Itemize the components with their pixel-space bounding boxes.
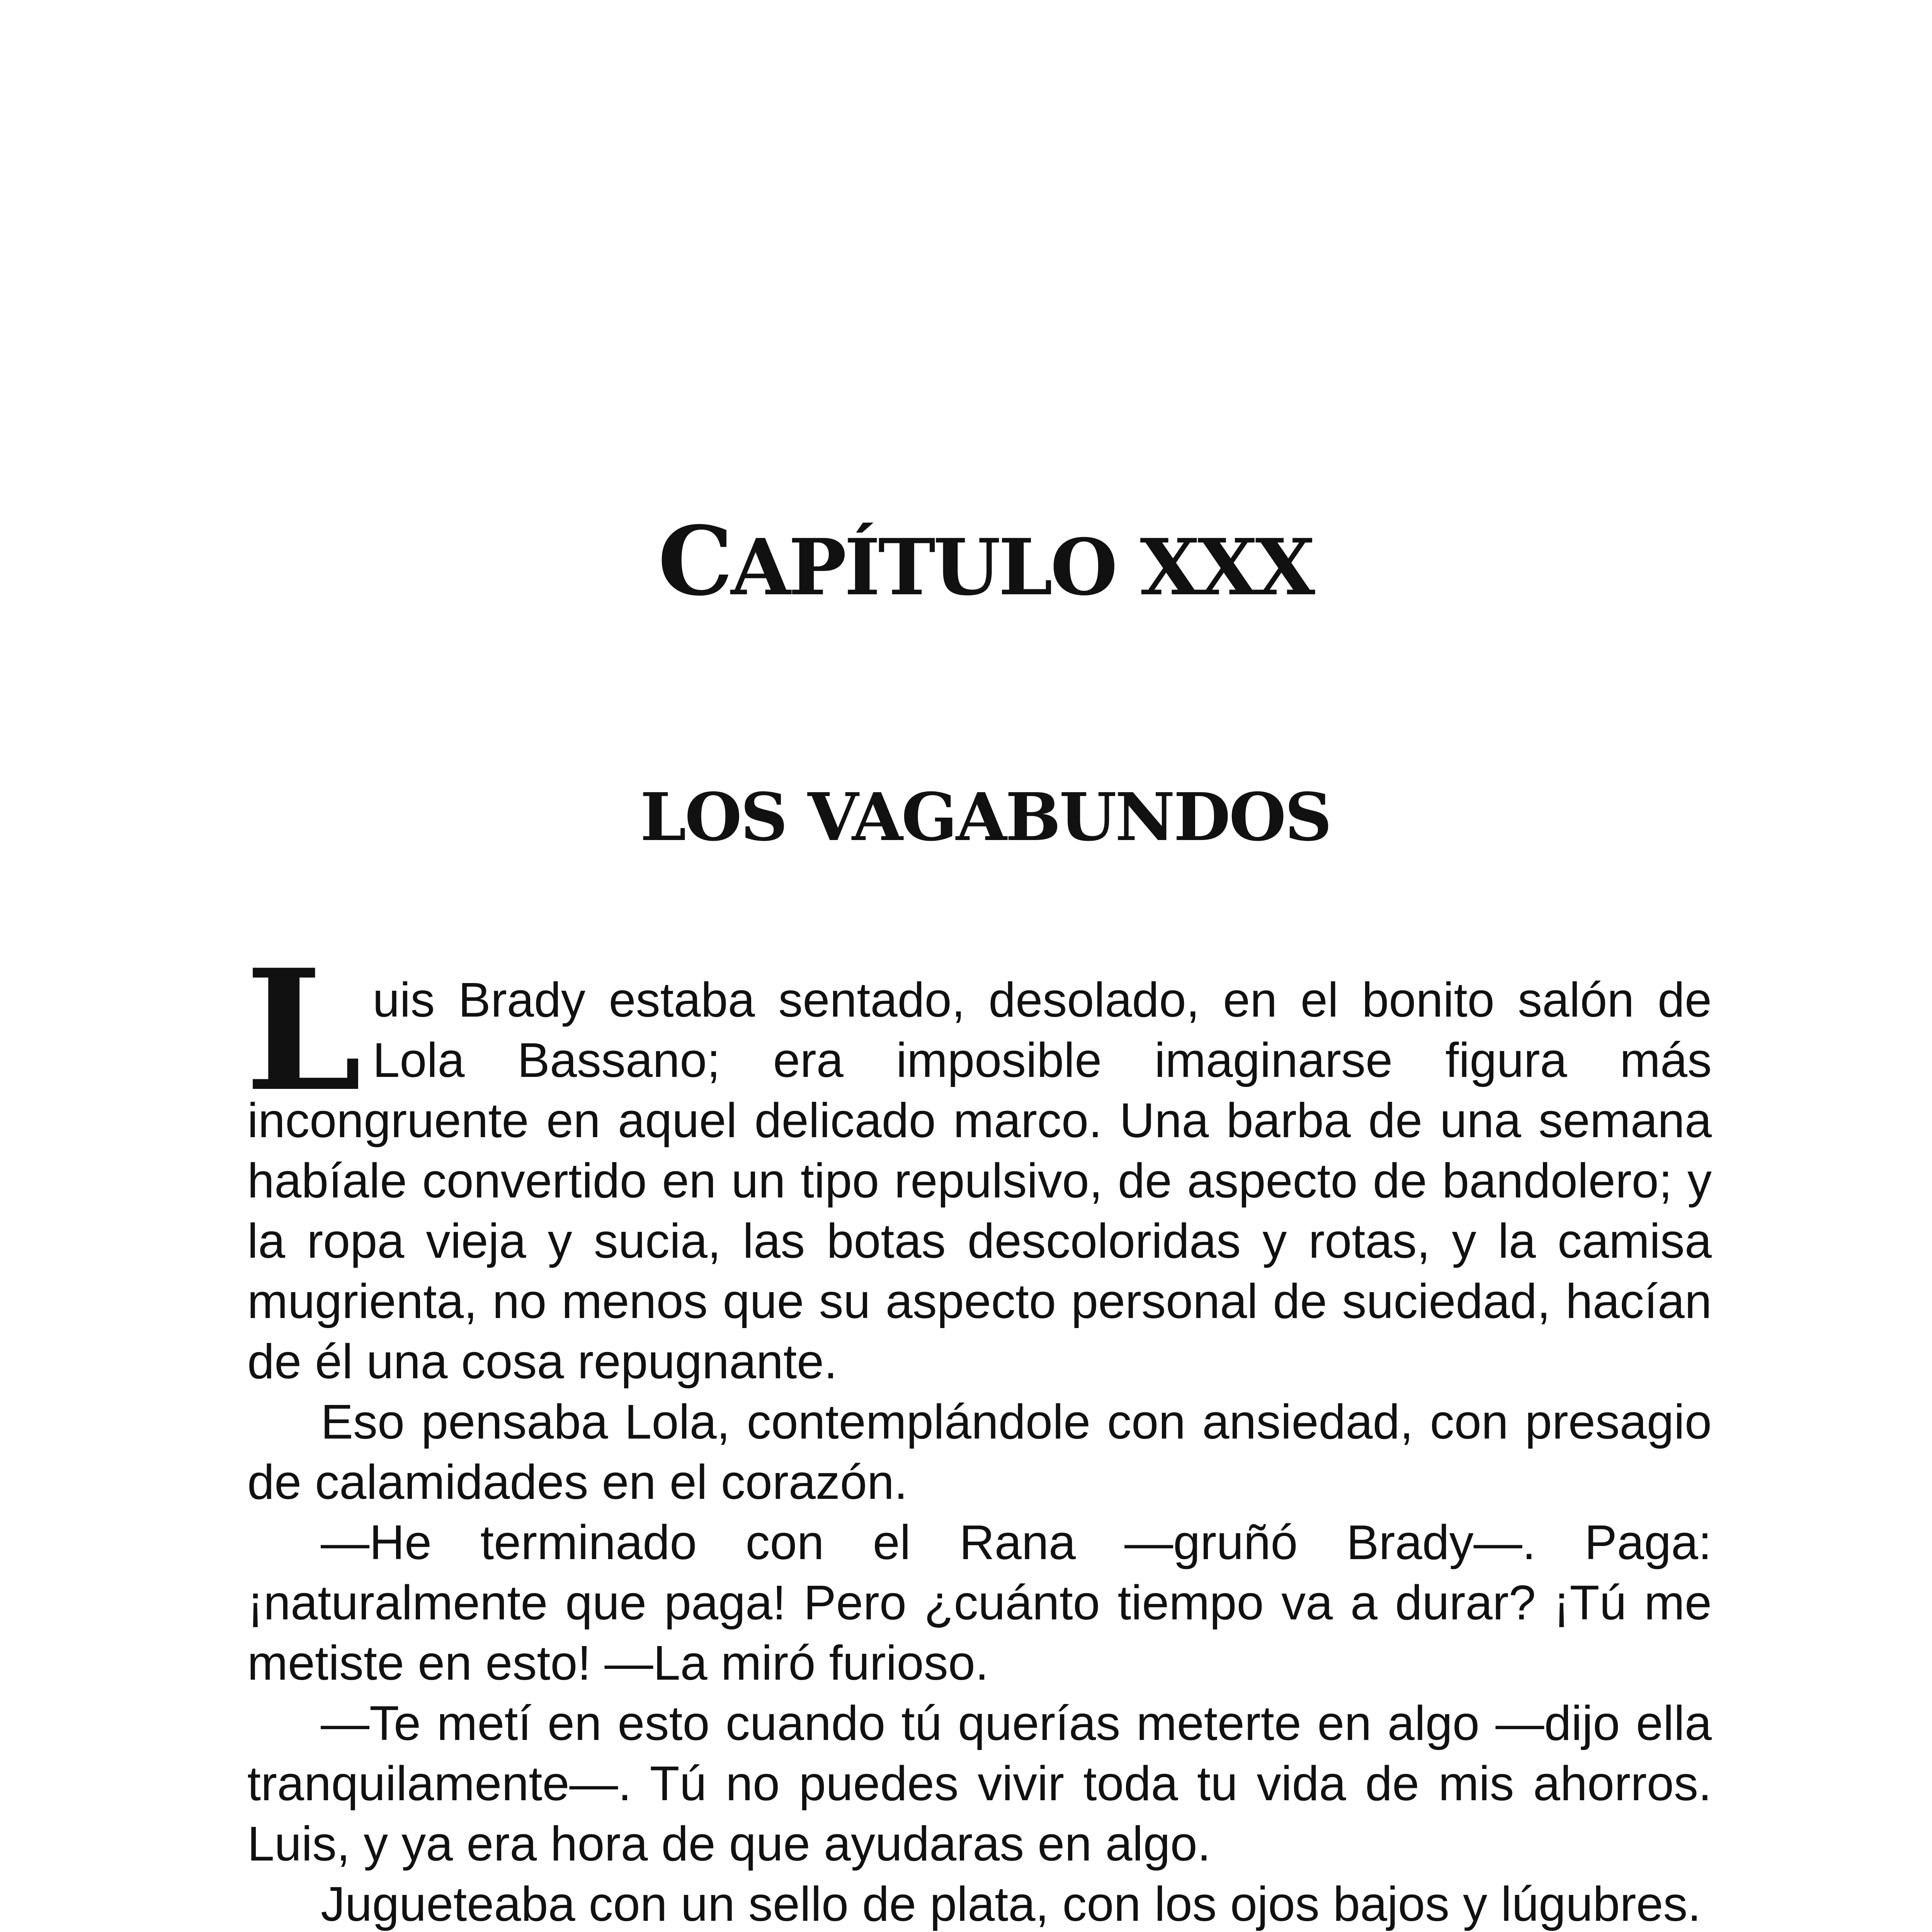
chapter-heading-rest: APÍTULO XXX [731, 522, 1313, 613]
body-text [245, 933, 1712, 1932]
chapter-heading-initial: C [658, 505, 731, 617]
drop-cap: L [245, 933, 362, 1128]
paragraph: Eso pensaba Lola, contemplándole con ansiedad, con presagio de calamidades en el corazón. [247, 1395, 1712, 1509]
paragraph: —Te metí en esto cuando tú querías meterte en algo —dijo ella tranquilamente—. Tú no puedes vivir toda tu vida de mis ahorros. Luis, y ya era hora de que ayudaras en algo. [247, 1696, 1712, 1871]
paragraph-1-text: uis Brady estaba sentado, desolado, en el bonito salón de Lola Bassano; era imposible imaginarse figura más incongruente en aquel delicado marco. Una barba de una semana habíale convertido en un tipo repulsivo, de aspecto de bandolero; y la ropa vieja y sucia, las botas descoloridas y rotas, y la camisa mugrienta, no menos que su aspecto personal de suciedad, hacían de él una cosa repugnante. [247, 973, 1712, 1389]
section-title: LOS VAGABUNDOS [640, 779, 1331, 856]
paragraph: Jugueteaba con un sello de plata, con los ojos bajos y lúgubres. [321, 1877, 1701, 1931]
paragraph: —He terminado con el Rana —gruñó Brady—. Paga: ¡naturalmente que paga! Pero ¿cuánto tiempo va a durar? ¡Tú me metiste en esto! —La miró furioso. [247, 1515, 1712, 1690]
paragraph-1 [245, 933, 1712, 1392]
chapter-heading [0, 505, 1932, 617]
